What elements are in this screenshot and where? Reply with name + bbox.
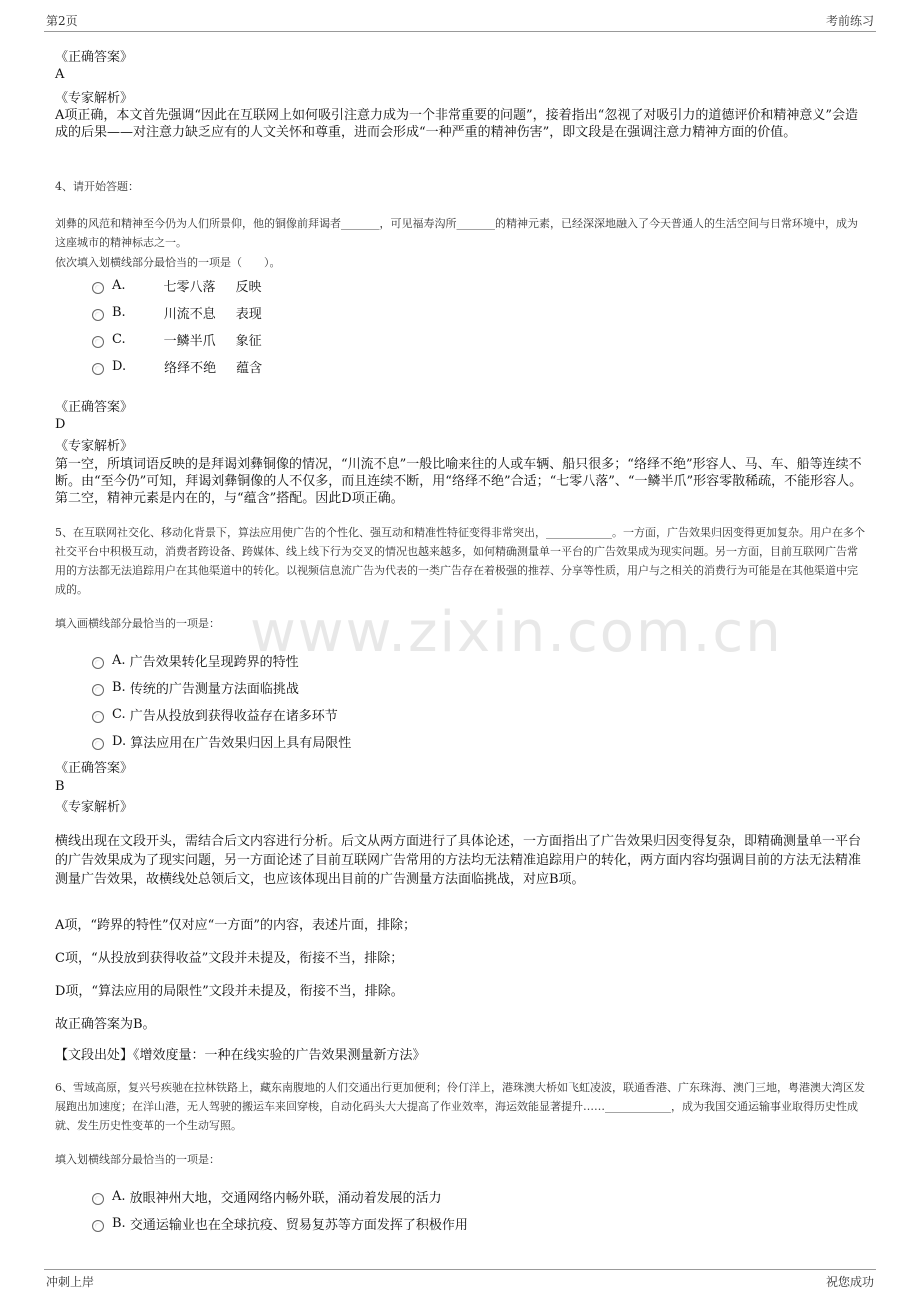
q5-answer: B: [55, 779, 65, 794]
footer-right: 祝您成功: [825, 1275, 874, 1289]
q5-passage: 5、在互联网社交化、移动化背景下，算法应用使广告的个性化、强互动和精准性特征变得非常突出，____________。一方面，广告效果归因变得更加复杂。用户在多个社交平台中积极互动，消费者跨设备、跨媒体、线上线下行为交叉的情况也越来越多，如何精确测量单一平台的广告效果成为现实问题。另一方面，目前互联网广告常用的方法都无法追踪用户在其他渠道中的转化。以视频信息流广告为代表的一类广告存在着极强的推荐、分享等性质，用户与之相关的消费行为可能是在其他渠道中完成的。: [55, 526, 865, 596]
q5-prompt: 填入画横线部分最恰当的一项是：: [55, 617, 220, 630]
q5-option-b[interactable]: B. 传统的广告测量方法面临挑战: [92, 678, 299, 697]
q4-answer: D: [55, 417, 66, 432]
radio-button-icon[interactable]: [92, 657, 104, 669]
radio-button-icon[interactable]: [92, 309, 104, 321]
q4-option-d[interactable]: D. 络绎不绝 蕴含: [92, 357, 262, 376]
header-divider: [44, 31, 876, 32]
watermark: www.zixin.com.cn: [250, 600, 783, 665]
q6-passage: 6、雪域高原，复兴号疾驰在拉林铁路上，藏东南腹地的人们交通出行更加便利；伶仃洋上，港珠澳大桥如飞虹凌波，联通香港、广东珠海、澳门三地，粤港澳大湾区发展跑出加速度；在洋山港，无人驾驶的搬运车来回穿梭，自动化码头大大提高了作业效率，海运效能显著提升……____________，成为我国交通运输事业取得历史性成就、发生历史性变革的一个生动写照。: [55, 1081, 865, 1132]
q4-answer-label: 《正确答案》: [55, 400, 134, 415]
radio-button-icon[interactable]: [92, 1193, 104, 1205]
q5-answer-label: 《正确答案》: [55, 761, 134, 776]
q4-option-c[interactable]: C. 一鳞半爪 象征: [92, 330, 262, 349]
radio-button-icon[interactable]: [92, 711, 104, 723]
radio-button-icon[interactable]: [92, 336, 104, 348]
q5-analysis: 横线出现在文段开头，需结合后文内容进行分析。后文从两方面进行了具体论述，一方面指出了广告效果归因变得复杂，即精确测量单一平台的广告效果成为了现实问题，另一方面论述了目前互联网广告常用的方法均无法精准追踪用户的转化，两方面内容均强调目前的方法无法精准测量广告效果，故横线处总领后文，也应该体现出目前的广告测量方法面临挑战，对应B项。: [55, 834, 862, 887]
q3-answer: A: [55, 67, 65, 82]
q5-note-d: D项，“算法应用的局限性”文段并未提及，衔接不当，排除。: [55, 984, 404, 999]
q5-analysis-label: 《专家解析》: [55, 800, 134, 815]
page-number: 第2页: [46, 14, 78, 28]
q4-analysis-label: 《专家解析》: [55, 439, 134, 454]
q4-passage: 刘彝的风范和精神至今仍为人们所景仰，他的铜像前拜谒者_______，可见福寿沟所_______的精神元素，已经深深地融入了今天普通人的生活空间与日常环境中，成为这座城市的精神标志之一。: [55, 217, 858, 249]
q5-note-c: C项，“从投放到获得收益”文段并未提及，衔接不当，排除；: [55, 951, 404, 966]
q6-prompt: 填入划横线部分最恰当的一项是：: [55, 1153, 220, 1166]
q4-option-b[interactable]: B. 川流不息 表现: [92, 303, 262, 322]
q4-number: 4、请开始答题：: [55, 180, 139, 193]
q5-option-a[interactable]: A. 广告效果转化呈现跨界的特性: [92, 651, 299, 670]
q5-option-d[interactable]: D. 算法应用在广告效果归因上具有局限性: [92, 732, 351, 751]
q6-option-a[interactable]: A. 放眼神州大地，交通网络内畅外联，涌动着发展的活力: [92, 1187, 442, 1206]
footer-divider: [44, 1269, 876, 1270]
radio-button-icon[interactable]: [92, 363, 104, 375]
q4-prompt: 依次填入划横线部分最恰当的一项是（ ）。: [55, 256, 281, 269]
q5-option-c[interactable]: C. 广告从投放到获得收益存在诸多环节: [92, 705, 338, 724]
radio-button-icon[interactable]: [92, 738, 104, 750]
q5-source: 【文段出处】《增效度量：一种在线实验的广告效果测量新方法》: [55, 1048, 426, 1063]
q3-analysis-label: 《专家解析》: [55, 91, 134, 106]
q3-answer-label: 《正确答案》: [55, 50, 134, 65]
footer-left: 冲刺上岸: [46, 1275, 95, 1289]
q5-conclusion: 故正确答案为B。: [55, 1017, 156, 1032]
header-title: 考前练习: [825, 14, 874, 28]
q4-analysis: 第一空，所填词语反映的是拜谒刘彝铜像的情况，“川流不息”一般比喻来往的人或车辆、船只很多；“络绎不绝”形容人、马、车、船等连续不断。由“至今仍”可知，拜谒刘彝铜像的人不仅多，而且连续不断，用“络绎不绝”合适；“七零八落”、“一鳞半爪”形容零散稀疏，不能形容人。第二空，精神元素是内在的，与“蕴含”搭配。因此D项正确。: [55, 457, 863, 506]
radio-button-icon[interactable]: [92, 1220, 104, 1232]
q4-option-a[interactable]: A. 七零八落 反映: [92, 276, 262, 295]
radio-button-icon[interactable]: [92, 282, 104, 294]
q6-option-b[interactable]: B. 交通运输业也在全球抗疫、贸易复苏等方面发挥了积极作用: [92, 1214, 468, 1233]
q3-analysis: A项正确，本文首先强调“因此在互联网上如何吸引注意力成为一个非常重要的问题”，接着指出“忽视了对吸引力的道德评价和精神意义”会造成的后果——对注意力缺乏应有的人文关怀和尊重，进而会形成“一种严重的精神伤害”，即文段是在强调注意力精神方面的价值。: [55, 108, 858, 140]
radio-button-icon[interactable]: [92, 684, 104, 696]
q5-note-a: A项，“跨界的特性”仅对应“一方面”的内容，表述片面，排除；: [55, 918, 416, 933]
